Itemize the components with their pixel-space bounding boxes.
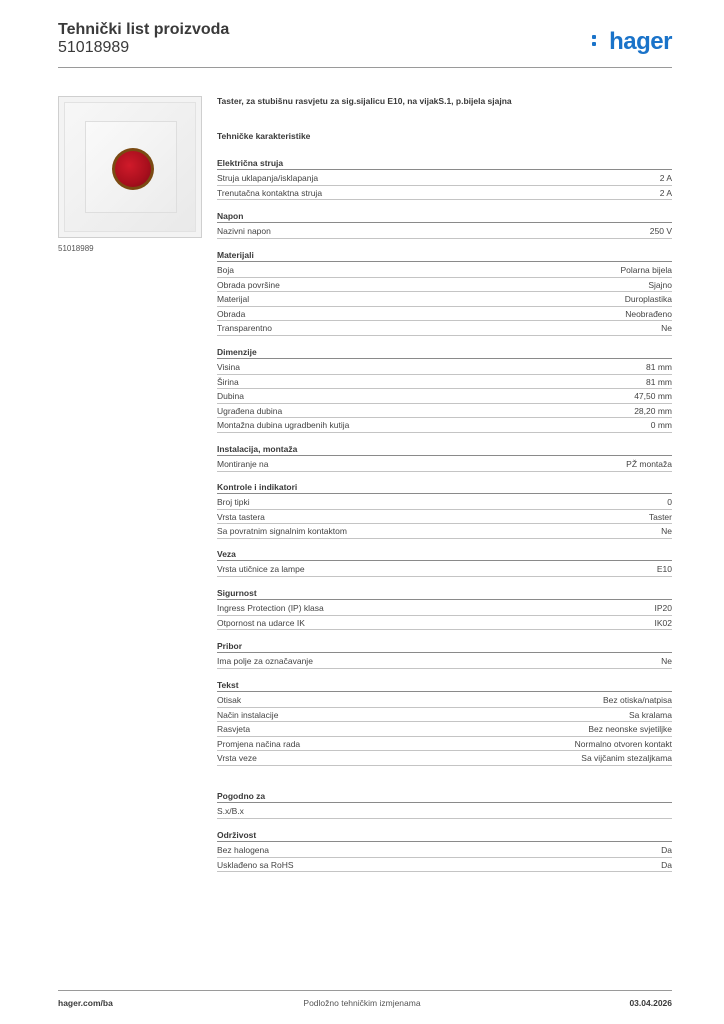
spec-value: 0 [667, 497, 672, 507]
spec-row [217, 751, 672, 766]
spec-label: Rasvjeta [217, 724, 251, 734]
spec-row [217, 186, 672, 201]
spec-row [217, 418, 672, 433]
spec-label: S.x/B.x [217, 806, 244, 816]
spec-label: Usklađeno sa RoHS [217, 859, 294, 870]
spec-label: Obrada površine [217, 279, 280, 290]
section-heading: Kontrole i indikatori [217, 480, 672, 494]
image-caption: 51018989 [58, 244, 94, 253]
section-heading: Instalacija, montaža [217, 442, 672, 456]
spec-label: Obrada [217, 308, 246, 319]
spec-row [217, 321, 672, 336]
section-heading: Napon [217, 209, 672, 223]
spec-row [217, 510, 672, 525]
spec-row [217, 858, 672, 873]
spec-row [217, 495, 672, 510]
spec-row [217, 375, 672, 390]
technical-characteristics-heading: Tehničke karakteristike [217, 131, 311, 141]
spec-label: Ima polje za označavanje [217, 656, 313, 666]
spec-label: Sa povratnim signalnim kontaktom [217, 526, 347, 536]
hager-logo[interactable] [592, 29, 672, 55]
document-title: Tehnički list proizvoda [58, 21, 230, 38]
spec-label: Bez halogena [217, 845, 269, 855]
spec-row [217, 804, 672, 819]
spec-label: Materijal [217, 294, 250, 304]
spec-label: Nazivni napon [217, 226, 271, 236]
section-heading: Materijali [217, 248, 672, 262]
spec-row [217, 404, 672, 419]
product-code: 51018989 [58, 39, 130, 56]
footer-date: 03.04.2026 [629, 998, 672, 1008]
spec-value: Normalno otvoren kontakt [574, 738, 672, 749]
spec-label: Visina [217, 362, 240, 372]
spec-value: 2 A [659, 173, 672, 183]
section-heading: Električna struja [217, 156, 672, 170]
spec-value: Da [661, 859, 672, 870]
spec-value: IK02 [654, 617, 672, 628]
switch-frame [64, 102, 196, 232]
spec-row [217, 722, 672, 737]
spec-value: IP20 [654, 603, 672, 613]
spec-label: Ingress Protection (IP) klasa [217, 603, 324, 613]
spec-row [217, 360, 672, 375]
spec-value: Da [661, 845, 672, 855]
section-heading: Održivost [217, 828, 672, 842]
spec-value: Sa vijčanim stezaljkama [581, 753, 672, 763]
spec-value: 28,20 mm [634, 405, 672, 416]
spec-label: Način instalacije [217, 709, 279, 720]
spec-value: Duroplastika [624, 294, 672, 304]
switch-plate [85, 121, 177, 213]
spec-row [217, 693, 672, 708]
spec-label: Trenutačna kontaktna struja [217, 187, 323, 198]
spec-label: Broj tipki [217, 497, 250, 507]
spec-label: Montažna dubina ugradbenih kutija [217, 420, 350, 430]
spec-value: 0 mm [650, 420, 672, 430]
logo-text: hager [609, 28, 672, 55]
spec-label: Vrsta veze [217, 753, 257, 763]
product-description: Taster, za stubišnu rasvjetu za sig.sijalicu E10, na vijakS.1, p.bijela sjajna [217, 96, 512, 106]
section-heading: Tekst [217, 678, 672, 692]
spec-label: Otisak [217, 695, 242, 705]
spec-label: Struja uklapanja/isklapanja [217, 173, 319, 183]
spec-value: E10 [656, 564, 672, 574]
spec-value: Ne [661, 323, 672, 333]
spec-row [217, 562, 672, 577]
section-heading: Pogodno za [217, 789, 672, 803]
spec-label: Širina [217, 376, 239, 387]
spec-row [217, 457, 672, 472]
section-heading: Dimenzije [217, 345, 672, 359]
spec-row [217, 737, 672, 752]
spec-label: Dubina [217, 391, 244, 401]
spec-row [217, 616, 672, 631]
logo-mark-icon [592, 35, 597, 51]
spec-label: Boja [217, 265, 235, 275]
spec-row [217, 278, 672, 293]
section-heading: Veza [217, 547, 672, 561]
header-divider [58, 67, 672, 68]
spec-value: Polarna bijela [620, 265, 672, 275]
spec-row [217, 708, 672, 723]
spec-value: 81 mm [646, 362, 672, 372]
signal-lamp-icon [112, 148, 154, 190]
spec-value: Ne [661, 526, 672, 536]
footer-divider [58, 990, 672, 991]
spec-label: Promjena načina rada [217, 738, 301, 749]
spec-value: Neobrađeno [625, 308, 672, 319]
spec-label: Vrsta utičnice za lampe [217, 564, 305, 574]
spec-value: PŽ montaža [626, 459, 672, 469]
spec-value: 47,50 mm [634, 391, 672, 401]
spec-value: 250 V [649, 226, 672, 236]
footer-disclaimer: Podložno tehničkim izmjenama [303, 998, 421, 1008]
spec-row [217, 224, 672, 239]
spec-row [217, 292, 672, 307]
spec-value: Taster [648, 511, 672, 522]
spec-label: Montiranje na [217, 459, 269, 469]
section-heading: Sigurnost [217, 586, 672, 600]
spec-label: Otpornost na udarce IK [217, 617, 305, 628]
spec-row [217, 524, 672, 539]
spec-label: Transparentno [217, 323, 272, 333]
spec-label: Vrsta tastera [217, 511, 265, 522]
footer-website-link[interactable]: hager.com/ba [58, 998, 113, 1008]
spec-row [217, 843, 672, 858]
spec-row [217, 389, 672, 404]
spec-value: Bez otiska/natpisa [603, 695, 672, 705]
product-image [58, 96, 202, 238]
spec-row [217, 171, 672, 186]
spec-value: 81 mm [646, 376, 672, 387]
spec-row [217, 263, 672, 278]
spec-value: Sjajno [648, 279, 672, 290]
spec-row [217, 307, 672, 322]
spec-value: 2 A [659, 187, 672, 198]
spec-value: Sa kralama [629, 709, 672, 720]
spec-row [217, 654, 672, 669]
page-header [58, 21, 672, 69]
red-lens [115, 151, 151, 187]
spec-label: Ugrađena dubina [217, 405, 283, 416]
spec-value: Ne [661, 656, 672, 666]
section-heading: Pribor [217, 639, 672, 653]
spec-row [217, 601, 672, 616]
spec-value: Bez neonske svjetiljke [588, 724, 672, 734]
